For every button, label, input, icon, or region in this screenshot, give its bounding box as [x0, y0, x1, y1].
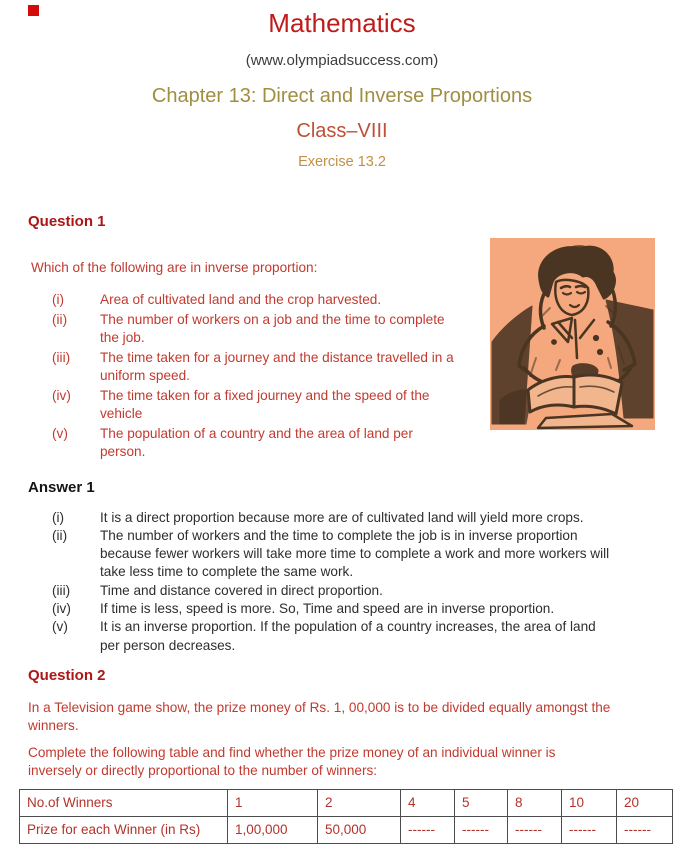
table-cell: ------ [562, 816, 617, 843]
item-text: It is a direct proportion because more are of cultivated land will yield more crops. [100, 509, 584, 525]
list-item [52, 527, 656, 582]
item-label: (iii) [52, 349, 71, 365]
table-cell: ------ [401, 816, 455, 843]
site-url: (www.olympiadsuccess.com) [245, 52, 439, 69]
question2-heading: Question 2 [28, 666, 106, 684]
table-cell: ------ [455, 816, 508, 843]
exercise-line: Exercise 13.2 [298, 154, 386, 170]
list-item [52, 582, 656, 600]
red-corner-marker [28, 5, 39, 16]
item-label: (v) [52, 619, 68, 635]
winners-table [19, 789, 673, 844]
item-label: (i) [52, 509, 65, 525]
question1-heading: Question 1 [28, 213, 106, 230]
table-cell: ------ [617, 816, 673, 843]
question2-paragraph-2: Complete the following table and find whether the prize money of an individual winner is inversely or directly proportional to the number of winners: [28, 744, 556, 778]
item-label: (ii) [52, 311, 68, 327]
table-cell: 8 [508, 789, 562, 816]
question1-intro: Which of the following are in inverse proportion: [31, 260, 318, 275]
table-row [20, 816, 673, 843]
question2-paragraph-1: In a Television game show, the prize money of Rs. 1, 00,000 is to be divided equally amongst the winners. [28, 699, 611, 734]
item-text: Time and distance covered in direct proportion. [100, 582, 383, 598]
chapter-title: Chapter 13: Direct and Inverse Proportions [151, 85, 533, 107]
item-text: The time taken for a journey and the distance travelled in a uniform speed. [100, 349, 454, 383]
table-cell: 5 [455, 789, 508, 816]
table-cell: Prize for each Winner (in Rs) [20, 816, 228, 843]
item-label: (v) [52, 425, 68, 441]
list-item [52, 425, 656, 462]
table-cell: 1 [228, 789, 318, 816]
item-text: The number of workers on a job and the time to complete the job. [100, 311, 445, 345]
answer1-heading: Answer 1 [28, 478, 95, 496]
table-cell: No.of Winners [20, 789, 228, 816]
item-text: Area of cultivated land and the crop harvested. [100, 292, 382, 307]
class-line: Class–VIII [296, 120, 388, 142]
item-label: (iv) [52, 600, 71, 616]
item-text: It is an inverse proportion. If the population of a country increases, the area of land per person decreases. [100, 619, 596, 653]
item-text: The population of a country and the area of land per person. [100, 425, 413, 459]
table-cell: ------ [508, 816, 562, 843]
item-label: (iii) [52, 582, 71, 598]
child-reading-illustration [490, 238, 655, 430]
page-title: Mathematics [268, 8, 416, 38]
item-label: (iv) [52, 387, 71, 403]
table-cell: 50,000 [318, 816, 401, 843]
item-label: (ii) [52, 527, 68, 543]
table-cell: 10 [562, 789, 617, 816]
list-item [52, 600, 656, 618]
table-cell: 2 [318, 789, 401, 816]
item-label: (i) [52, 292, 65, 307]
item-text: The time taken for a fixed journey and the speed of the vehicle [100, 387, 430, 421]
item-text: The number of workers and the time to complete the job is in inverse proportion because fewer workers will take more time to complete a work and more workers will take less time to complete the same work. [100, 527, 610, 580]
answer1-list [28, 509, 656, 655]
table-cell: 4 [401, 789, 455, 816]
table-row [20, 789, 673, 816]
list-item [52, 509, 656, 527]
table-cell: 20 [617, 789, 673, 816]
table-cell: 1,00,000 [228, 816, 318, 843]
item-text: If time is less, speed is more. So, Time and speed are in inverse proportion. [100, 600, 555, 616]
list-item [52, 618, 656, 655]
